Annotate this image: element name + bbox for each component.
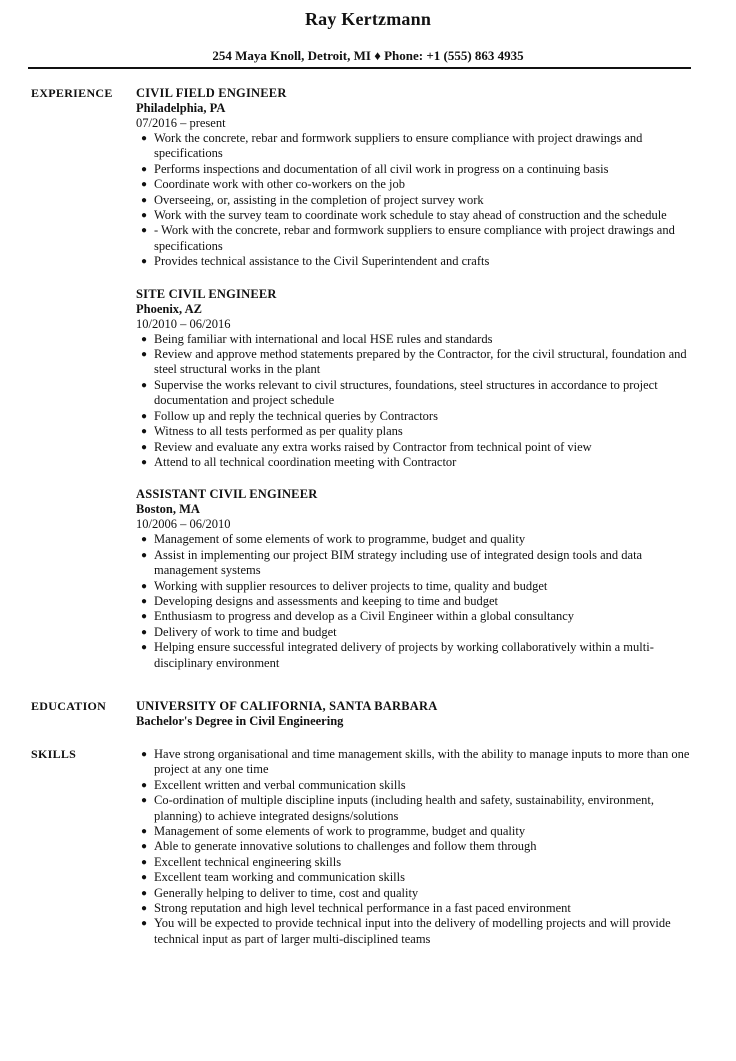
degree-name: Bachelor's Degree in Civil Engineering (136, 714, 344, 728)
bullet-icon: ● (141, 826, 148, 838)
job-dates: 10/2010 – 06/2016 (136, 316, 231, 331)
bullet-item: ● Assist in implementing our project BIM strategy including use of integrated design tools and data management systems (141, 547, 643, 578)
job-bullets (136, 131, 692, 270)
bullet-item: ● Being familiar with international and local HSE rules and standards (141, 331, 493, 346)
bullet-icon: ● (141, 225, 148, 237)
bullet-item: ● Helping ensure successful integrated delivery of projects by working collaboratively within a multi-disciplinary environment (141, 640, 654, 670)
job-entry (136, 287, 692, 471)
bullet-icon: ● (141, 210, 148, 222)
job-title: ASSISTANT CIVIL ENGINEER (136, 487, 318, 502)
skills-bullets (136, 747, 692, 947)
bullet-icon: ● (141, 918, 148, 930)
bullet-icon: ● (141, 441, 148, 453)
bullet-item: ● Follow up and reply the technical queries by Contractors (141, 408, 438, 423)
section-label-experience: EXPERIENCE (31, 86, 113, 100)
job-location: Philadelphia, PA (136, 101, 226, 115)
bullet-icon: ● (141, 549, 148, 561)
bullet-icon: ● (141, 595, 148, 607)
bullet-icon: ● (141, 163, 148, 175)
bullet-item: ● Management of some elements of work to programme, budget and quality (141, 532, 526, 547)
job-entry (136, 487, 692, 671)
bullet-item: ● Enthusiasm to progress and develop as a Civil Engineer within a global consultancy (141, 609, 575, 624)
bullet-icon: ● (141, 795, 148, 807)
bullet-item: ● Witness to all tests performed as per quality plans (141, 424, 403, 439)
bullet-item: ● Overseeing, or, assisting in the completion of project survey work (141, 192, 484, 207)
bullet-item: ● Performs inspections and documentation of all civil work in progress on a continuing basis (141, 161, 609, 176)
bullet-icon: ● (141, 333, 148, 345)
bullet-icon: ● (141, 194, 148, 206)
bullet-icon: ● (141, 872, 148, 884)
section-label-skills: SKILLS (31, 747, 77, 761)
bullet-icon: ● (141, 534, 148, 546)
skill-item: ● Generally helping to deliver to time, cost and quality (141, 885, 419, 900)
bullet-item: ● Review and approve method statements prepared by the Contractor, for the civil structural, foundation and steel structural works in the plant (141, 347, 687, 377)
job-title: CIVIL FIELD ENGINEER (136, 86, 287, 100)
contact-line: 254 Maya Knoll, Detroit, MI ♦ Phone: +1 (555) 863 4935 (212, 48, 524, 63)
bullet-icon: ● (141, 626, 148, 638)
bullet-icon: ● (141, 410, 148, 422)
bullet-item: ● Review and evaluate any extra works raised by Contractor from technical point of view (141, 439, 592, 454)
job-entry (136, 86, 692, 270)
bullet-item: ● Work with the survey team to coordinate work schedule to stay ahead of construction and the schedule (141, 208, 667, 223)
skills-list (136, 747, 692, 947)
bullet-icon: ● (141, 779, 148, 791)
skill-item: ● Management of some elements of work to programme, budget and quality (141, 824, 526, 839)
bullet-icon: ● (141, 456, 148, 468)
skill-item: ● Excellent technical engineering skills (141, 854, 342, 869)
bullet-icon: ● (141, 611, 148, 623)
bullet-icon: ● (141, 179, 148, 191)
bullet-icon: ● (141, 841, 148, 853)
job-location: Phoenix, AZ (136, 301, 202, 316)
bullet-icon: ● (141, 887, 148, 899)
job-location: Boston, MA (136, 502, 200, 517)
skill-item: ● Co-ordination of multiple discipline inputs (including health and safety, sustainability, environment, planning) to achieve integrated designs/solutions (141, 793, 655, 823)
bullet-item: ● Provides technical assistance to the Civil Superintendent and crafts (141, 254, 490, 269)
skill-item: ● Strong reputation and high level technical performance in a fast paced environment (141, 901, 571, 916)
education-entry (136, 699, 692, 729)
job-dates: 07/2016 – present (136, 116, 226, 130)
bullet-item: ● Coordinate work with other co-workers on the job (141, 177, 405, 192)
skill-item: ● Have strong organisational and time management skills, with the ability to manage inputs to more than one project at any one time (141, 747, 690, 777)
header-divider (28, 67, 691, 69)
bullet-item: ● Delivery of work to time and budget (141, 624, 337, 639)
bullet-icon: ● (141, 642, 148, 654)
job-bullets (136, 332, 692, 471)
bullet-item: ● Developing designs and assessments and keeping to time and budget (141, 593, 499, 608)
bullet-icon: ● (141, 749, 148, 760)
job-title: SITE CIVIL ENGINEER (136, 286, 277, 301)
skill-item: ● Excellent team working and communication skills (141, 870, 405, 885)
bullet-item: ● Work the concrete, rebar and formwork suppliers to ensure compliance with project drawings and specifications (141, 131, 643, 161)
bullet-icon: ● (141, 580, 148, 592)
bullet-icon: ● (141, 133, 148, 144)
bullet-item: ● Attend to all technical coordination meeting with Contractor (141, 454, 457, 469)
bullet-item: ● - Work with the concrete, rebar and formwork suppliers to ensure compliance with project drawings and specifications (141, 223, 675, 253)
bullet-icon: ● (141, 379, 148, 391)
skill-item: ● Excellent written and verbal communication skills (141, 777, 406, 792)
experience-list (136, 86, 692, 688)
skill-item: ● You will be expected to provide technical input into the delivery of modelling projects and will provide technical input as part of larger multi-disciplined teams (141, 916, 671, 946)
bullet-icon: ● (141, 903, 148, 915)
bullet-icon: ● (141, 856, 148, 868)
section-label-education: EDUCATION (31, 699, 107, 713)
job-bullets (136, 532, 692, 671)
bullet-icon: ● (141, 426, 148, 438)
bullet-item: ● Working with supplier resources to deliver projects to time, quality and budget (141, 578, 548, 593)
job-dates: 10/2006 – 06/2010 (136, 517, 231, 532)
bullet-icon: ● (141, 256, 148, 268)
skill-item: ● Able to generate innovative solutions to challenges and follow them through (141, 839, 537, 854)
bullet-icon: ● (141, 349, 148, 361)
school-name: UNIVERSITY OF CALIFORNIA, SANTA BARBARA (136, 699, 438, 713)
bullet-item: ● Supervise the works relevant to civil structures, foundations, steel structures in accordance to project documentation and project schedule (141, 377, 658, 408)
candidate-name: Ray Kertzmann (304, 9, 432, 29)
